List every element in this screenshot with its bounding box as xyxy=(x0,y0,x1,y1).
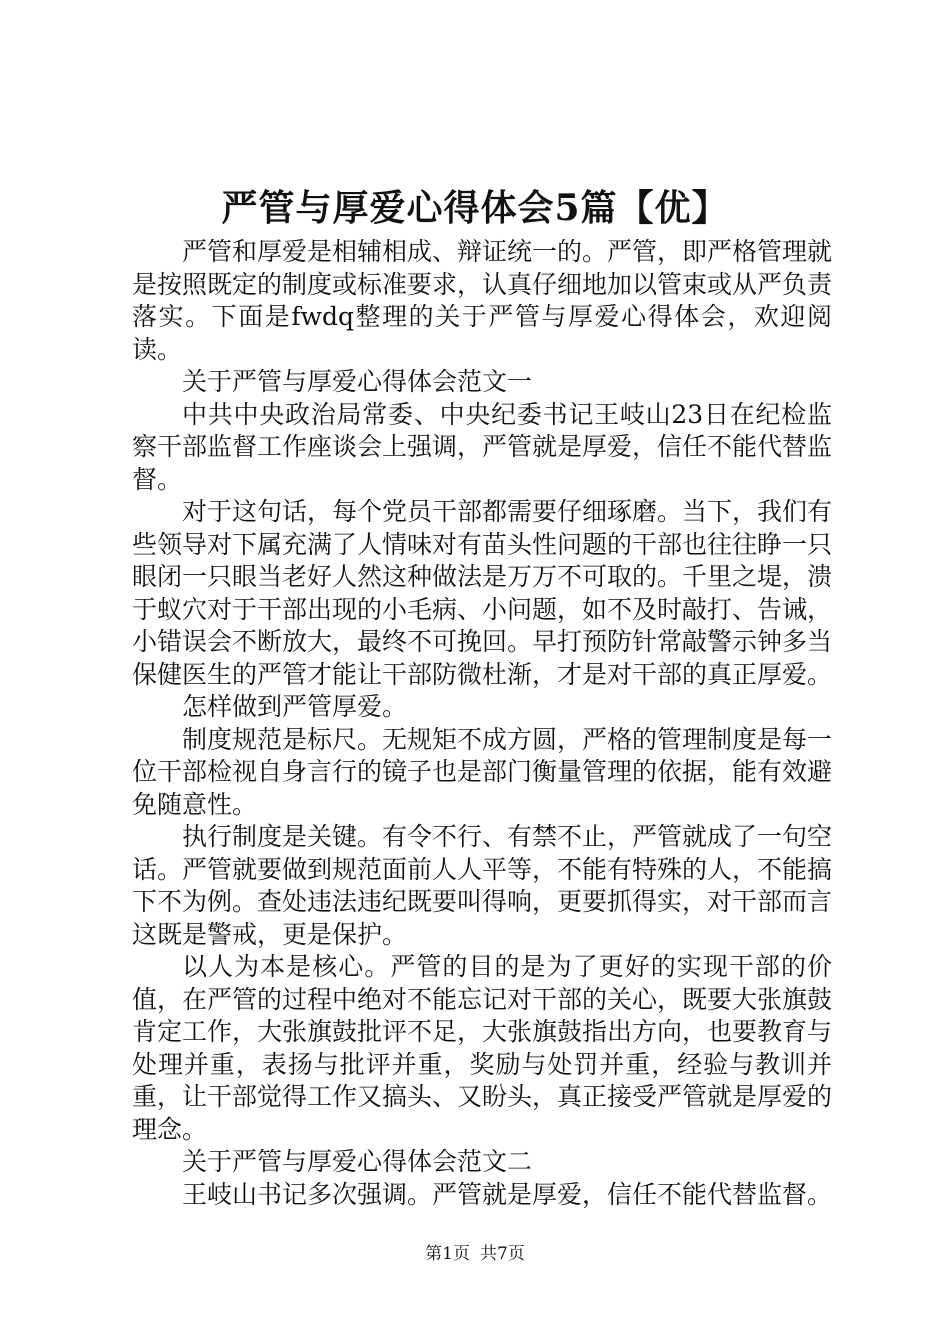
subheading-how-to: 怎样做到严管厚爱。 xyxy=(182,692,408,721)
page-total: 共7页 xyxy=(480,1244,525,1264)
document-body xyxy=(132,236,832,1211)
intro-paragraph: 严管和厚爱是相辅相成、辩证统一的。严管，即严格管理就是按照既定的制度或标准要求，认真仔细地加以管束或从严负责落实。下面是fwdq整理的关于严管与厚爱心得体会，欢迎阅读。 xyxy=(132,237,833,364)
section-heading-essay-2: 关于严管与厚爱心得体会范文二 xyxy=(182,1147,533,1176)
document-title: 严管与厚爱心得体会5篇【优】 xyxy=(221,187,729,229)
body-paragraph: 中共中央政治局常委、中央纪委书记王岐山23日在纪检监察干部监督工作座谈会上强调，严管就是厚爱，信任不能代替监督。 xyxy=(132,399,833,494)
page-number: 第1页 xyxy=(425,1244,470,1264)
body-paragraph: 以人为本是核心。严管的目的是为了更好的实现干部的价值，在严管的过程中绝对不能忘记对干部的关心，既要大张旗鼓肯定工作，大张旗鼓批评不足，大张旗鼓指出方向，也要教育与处理并重，表扬与批评并重，奖励与处罚并重，经验与教训并重，让干部觉得工作又搞头、又盼头，真正接受严管就是厚爱的理念。 xyxy=(132,952,833,1144)
body-paragraph: 执行制度是关键。有令不行、有禁不止，严管就成了一句空话。严管就要做到规范面前人人平等，不能有特殊的人，不能搞下不为例。查处违法违纪既要叫得响，更要抓得实，对干部而言这既是警戒，更是保护。 xyxy=(132,822,833,949)
body-paragraph: 王岐山书记多次强调。严管就是厚爱，信任不能代替监督。 xyxy=(182,1179,833,1209)
body-paragraph: 对于这句话，每个党员干部都需要仔细琢磨。当下，我们有些领导对下属充满了人情味对有苗头性问题的干部也往往睁一只眼闭一只眼当老好人然这种做法是万万不可取的。千里之堤，溃于蚁穴对于干部出现的小毛病、小问题，如不及时敲打、告诫，小错误会不断放大，最终不可挽回。早打预防针常敲警示钟多当保健医生的严管才能让干部防微杜渐，才是对干部的真正厚爱。 xyxy=(132,497,833,689)
page-footer xyxy=(0,1242,950,1266)
body-paragraph: 制度规范是标尺。无规矩不成方圆，严格的管理制度是每一位干部检视自身言行的镜子也是部门衡量管理的依据，能有效避免随意性。 xyxy=(132,724,833,819)
section-heading-essay-1: 关于严管与厚爱心得体会范文一 xyxy=(182,367,533,396)
